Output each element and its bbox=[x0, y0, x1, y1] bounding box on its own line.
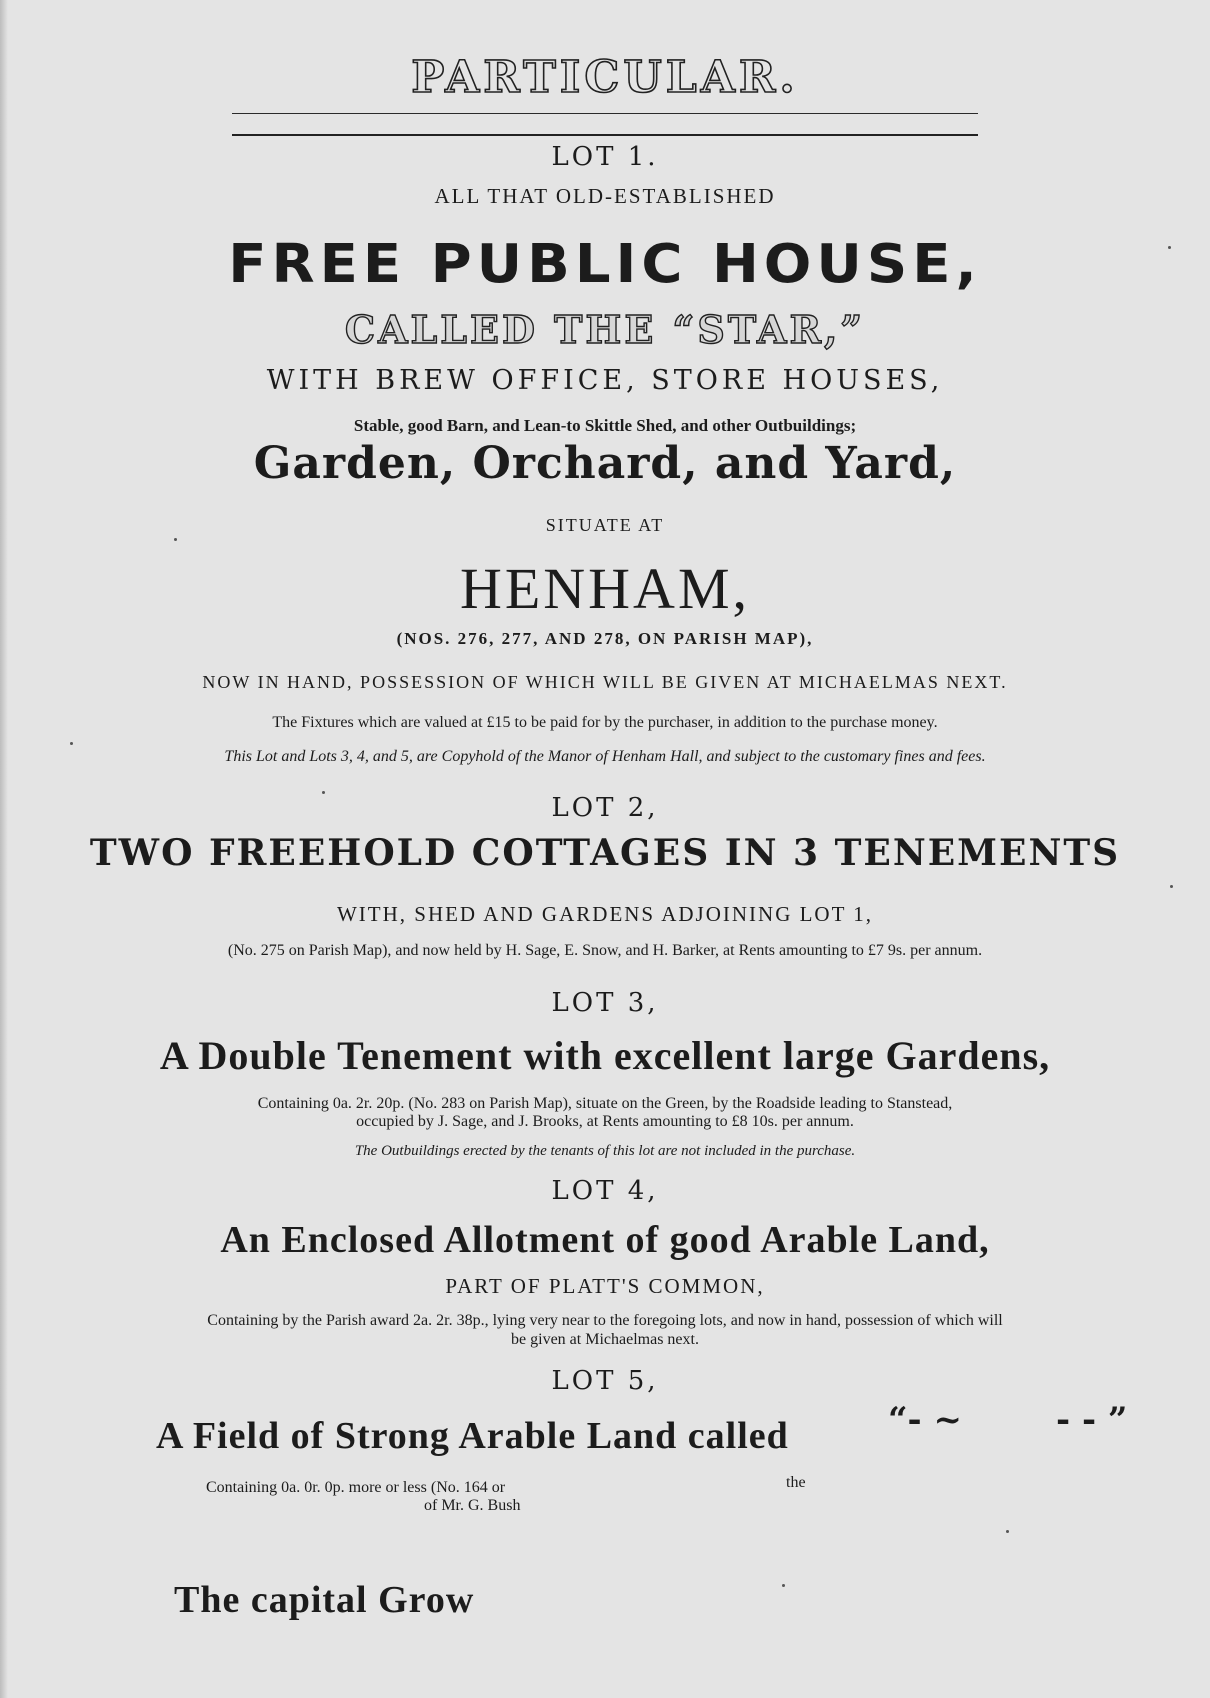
lot-2-detail: (No. 275 on Parish Map), and now held by H. Sage, E. Snow, and H. Barker, at Rents amounting to £7 9s. per annum. bbox=[227, 942, 983, 959]
lot-5-quote-close: - - ” bbox=[1056, 1400, 1128, 1440]
lot-2-label: LOT 2, bbox=[551, 793, 659, 823]
lot-1-title: FREE PUBLIC HOUSE, bbox=[228, 233, 982, 296]
scan-speck bbox=[1168, 246, 1171, 249]
lot-3-detail-2: occupied by J. Sage, and J. Brooks, at Rents amounting to £8 10s. per annum. bbox=[356, 1113, 854, 1130]
lot-1-situate: SITUATE AT bbox=[545, 515, 665, 535]
scan-speck bbox=[1170, 885, 1173, 888]
lot-1-called: CALLED THE “STAR,” bbox=[344, 307, 866, 352]
lot-4-label: LOT 4, bbox=[551, 1176, 659, 1206]
lot-1-possession: NOW IN HAND, POSSESSION OF WHICH WILL BE GIVEN AT MICHAELMAS NEXT. bbox=[202, 672, 1008, 692]
divider-thin bbox=[232, 113, 978, 114]
lot-4-detail-1: Containing by the Parish award 2a. 2r. 38p., lying very near to the foregoing lots, and now in hand, possession of which will bbox=[207, 1312, 1003, 1329]
lot-4-sub: PART OF PLATT'S COMMON, bbox=[445, 1274, 765, 1298]
lot-3-label: LOT 3, bbox=[551, 988, 659, 1018]
lot-2-title: TWO FREEHOLD COTTAGES IN 3 TENEMENTS bbox=[89, 832, 1121, 874]
lot-1-intro: ALL THAT OLD-ESTABLISHED bbox=[434, 184, 776, 208]
lot-3-title: A Double Tenement with excellent large Gardens, bbox=[159, 1033, 1051, 1078]
lot-1-copyhold: This Lot and Lots 3, 4, and 5, are Copyhold of the Manor of Henham Hall, and subject to the customary fines and fees. bbox=[224, 748, 986, 765]
lot-4-detail-2: be given at Michaelmas next. bbox=[511, 1331, 699, 1348]
scan-speck bbox=[70, 742, 73, 745]
lot-1-fixtures: The Fixtures which are valued at £15 to be paid for by the purchaser, in addition to the purchase money. bbox=[272, 714, 938, 731]
lot-4-title: An Enclosed Allotment of good Arable Land, bbox=[220, 1219, 990, 1261]
scan-speck bbox=[322, 791, 325, 794]
divider-thick bbox=[232, 134, 978, 136]
lot-3-note: The Outbuildings erected by the tenants of this lot are not included in the purchase. bbox=[354, 1143, 856, 1159]
heading-particular: PARTICULAR. bbox=[411, 52, 799, 103]
footer-fragment: The capital Grow bbox=[174, 1579, 475, 1621]
lot-5-detail-2: of Mr. G. Bush bbox=[424, 1497, 521, 1514]
lot-1-garden: Garden, Orchard, and Yard, bbox=[253, 438, 957, 489]
lot-1-label: LOT 1. bbox=[551, 142, 659, 172]
lot-1-brew-office: WITH BREW OFFICE, STORE HOUSES, bbox=[266, 365, 944, 396]
scan-speck bbox=[1006, 1530, 1009, 1533]
lot-1-place: HENHAM, bbox=[459, 556, 751, 621]
lot-1-stable: Stable, good Barn, and Lean-to Skittle Shed, and other Outbuildings; bbox=[353, 416, 857, 435]
lot-5-quote-open: “- ~ bbox=[888, 1400, 962, 1440]
lot-3-detail-1: Containing 0a. 2r. 20p. (No. 283 on Parish Map), situate on the Green, by the Roadside leading to Stanstead, bbox=[257, 1095, 953, 1112]
lot-1-map-numbers: (NOS. 276, 277, AND 278, ON PARISH MAP), bbox=[396, 629, 814, 648]
lot-2-sub: WITH, SHED AND GARDENS ADJOINING LOT 1, bbox=[336, 902, 874, 926]
lot-5-detail-1: Containing 0a. 0r. 0p. more or less (No. 164 or bbox=[206, 1479, 506, 1496]
scan-speck bbox=[782, 1584, 785, 1587]
lot-5-label: LOT 5, bbox=[551, 1366, 659, 1396]
lot-5-fragment: the bbox=[786, 1474, 806, 1491]
lot-5-title: A Field of Strong Arable Land called bbox=[156, 1415, 789, 1457]
scan-speck bbox=[174, 538, 177, 541]
